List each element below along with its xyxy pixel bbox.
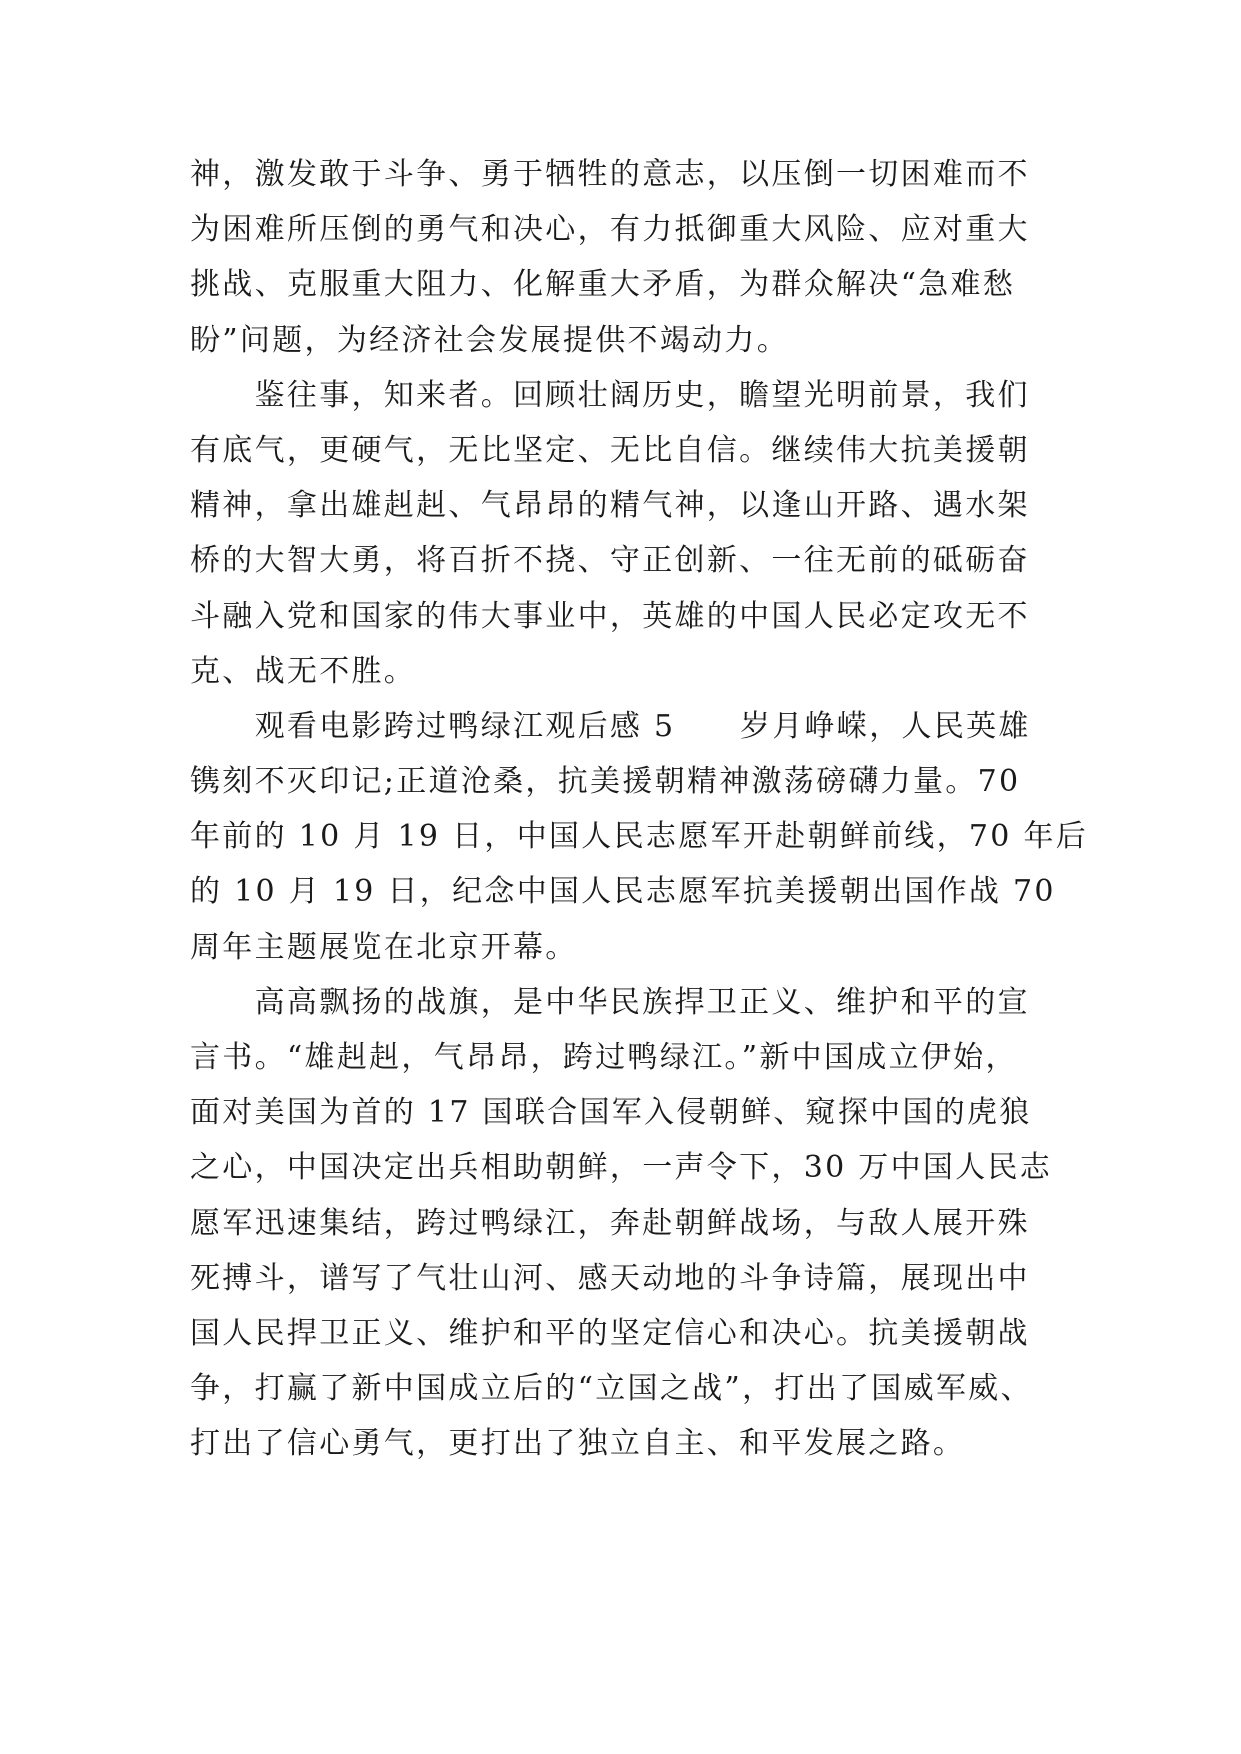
text-line: 周年主题展览在北京开幕。 (190, 929, 578, 965)
text-line: 有底气，更硬气，无比坚定、无比自信。继续伟大抗美援朝 (190, 432, 1030, 468)
text-line: 挑战、克服重大阻力、化解重大矛盾，为群众解决“急难愁 (190, 267, 1016, 303)
text-line: 神，激发敢于斗争、勇于牺牲的意志，以压倒一切困难而不 (190, 157, 1030, 192)
text-line: 争，打赢了新中国成立后的“立国之战”，打出了国威军威、 (190, 1371, 1033, 1407)
text-line: 为困难所压倒的勇气和决心，有力抵御重大风险、应对重大 (190, 212, 1030, 248)
text-line: 年前的 10 月 19 日，中国人民志愿军开赴朝鲜前线，70 年后 (190, 819, 1089, 855)
text-line: 的 10 月 19 日，纪念中国人民志愿军抗美援朝出国作战 70 (190, 874, 1056, 910)
text-line: 高高飘扬的战旗，是中华民族捍卫正义、维护和平的宣 (190, 984, 1030, 1020)
text-line: 斗融入党和国家的伟大事业中，英雄的中国人民必定攻无不 (190, 598, 1030, 634)
text-line: 观看电影跨过鸭绿江观后感 5 岁月峥嵘，人民英雄 (190, 708, 1031, 744)
text-line: 之心，中国决定出兵相助朝鲜，一声令下，30 万中国人民志 (190, 1150, 1053, 1186)
text-line: 言书。“雄赳赳，气昂昂，跨过鸭绿江。”新中国成立伊始， (190, 1040, 1018, 1075)
text-line: 桥的大智大勇，将百折不挠、守正创新、一往无前的砥砺奋 (190, 543, 1030, 579)
text-line: 打出了信心勇气，更打出了独立自主、和平发展之路。 (190, 1426, 966, 1462)
text-line: 精神，拿出雄赳赳、气昂昂的精气神，以逢山开路、遇水架 (190, 488, 1030, 524)
text-line: 鉴往事，知来者。回顾壮阔历史，瞻望光明前景，我们 (190, 377, 1030, 413)
text-line: 面对美国为首的 17 国联合国军入侵朝鲜、窥探中国的虎狼 (190, 1095, 1032, 1131)
text-line: 盼”问题，为经济社会发展提供不竭动力。 (190, 322, 790, 358)
text-line: 镌刻不灭印记;正道沧桑，抗美援朝精神激荡磅礴力量。70 (190, 764, 1021, 800)
text-line: 国人民捍卫正义、维护和平的坚定信心和决心。抗美援朝战 (190, 1315, 1030, 1351)
text-line: 死搏斗，谱写了气壮山河、感天动地的斗争诗篇，展现出中 (190, 1260, 1030, 1296)
text-line: 克、战无不胜。 (190, 653, 417, 689)
body-text (190, 147, 1089, 1472)
text-line: 愿军迅速集结，跨过鸭绿江，奔赴朝鲜战场，与敌人展开殊 (190, 1205, 1030, 1241)
